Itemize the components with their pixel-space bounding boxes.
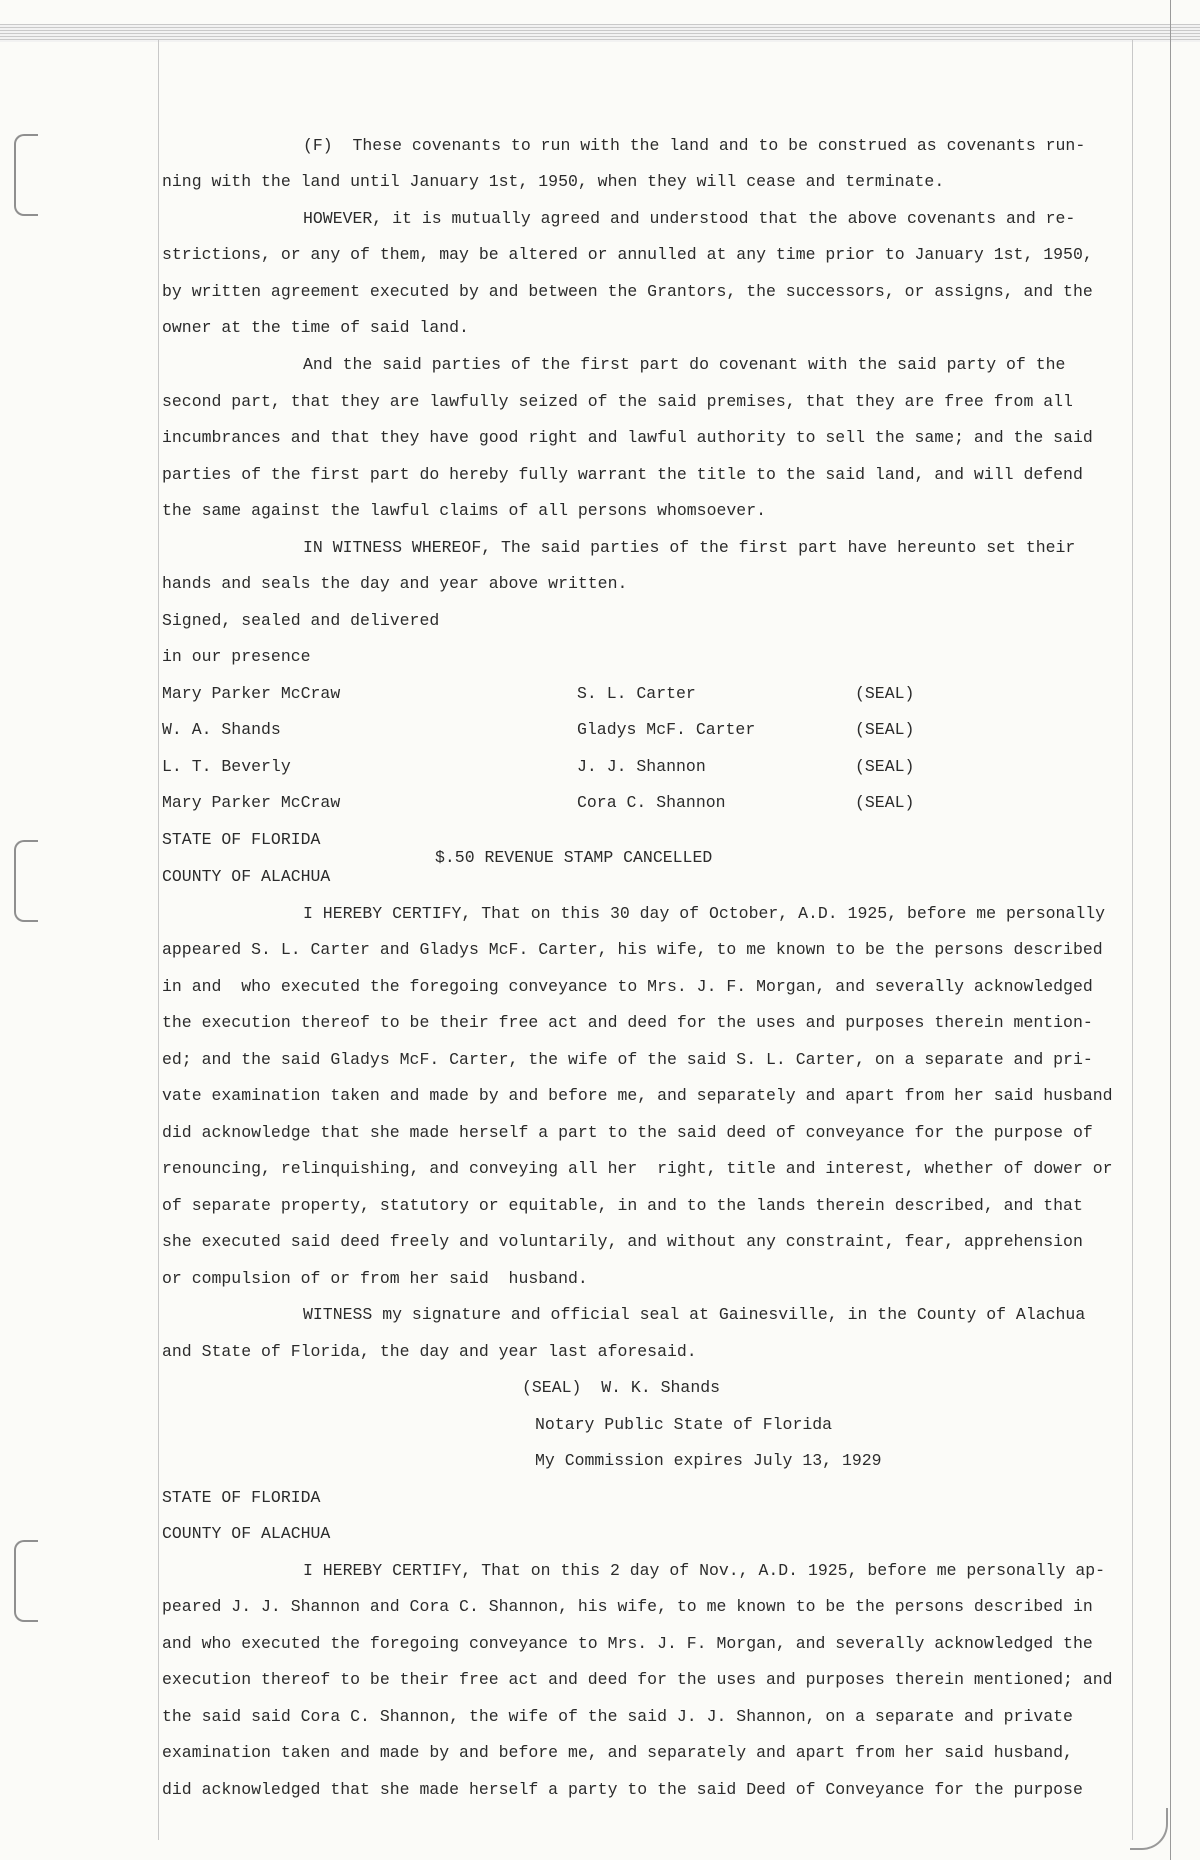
paragraph-covenant-line: And the said parties of the first part do covenant with the said party of the <box>303 355 1066 374</box>
notary-signature: (SEAL) W. K. Shands <box>522 1378 721 1397</box>
paragraph-covenant-line: incumbrances and that they have good right and lawful authority to sell the same; and the said <box>162 428 1093 447</box>
witness-signature: Mary Parker McCraw <box>162 684 341 703</box>
paragraph-f-line: (F) These covenants to run with the land and to be construed as covenants run- <box>303 136 1086 155</box>
notary-commission: My Commission expires July 13, 1929 <box>535 1451 882 1470</box>
left-margin-line <box>158 40 159 1840</box>
party-signature: S. L. Carter <box>577 684 696 703</box>
ack1-line: vate examination taken and made by and before me, and separately and apart from her said husband <box>162 1086 1113 1105</box>
right-margin-line <box>1132 40 1133 1840</box>
witness-signature: Mary Parker McCraw <box>162 793 341 812</box>
seal-label: (SEAL) <box>855 720 915 739</box>
seal-label: (SEAL) <box>855 684 915 703</box>
seal-label: (SEAL) <box>855 793 915 812</box>
paragraph-covenant-line: second part, that they are lawfully seized of the said premises, that they are free from all <box>162 392 1073 411</box>
witness-signature: L. T. Beverly <box>162 757 291 776</box>
ack1-witness-line: WITNESS my signature and official seal at Gainesville, in the County of Alachua <box>303 1305 1086 1324</box>
ack2-line: the said said Cora C. Shannon, the wife of the said J. J. Shannon, on a separate and private <box>162 1707 1073 1726</box>
ack2-line: and who executed the foregoing conveyance to Mrs. J. F. Morgan, and severally acknowledged the <box>162 1634 1093 1653</box>
revenue-stamp-note: $.50 REVENUE STAMP CANCELLED <box>435 848 713 867</box>
paragraph-f-line: ning with the land until January 1st, 1950, when they will cease and terminate. <box>162 172 945 191</box>
ack1-line: she executed said deed freely and voluntarily, and without any constraint, fear, apprehension <box>162 1232 1083 1251</box>
paragraph-however-line: strictions, or any of them, may be altered or annulled at any time prior to January 1st, 1950, <box>162 245 1093 264</box>
ack2-line: peared J. J. Shannon and Cora C. Shannon, his wife, to me known to be the persons described in <box>162 1597 1093 1616</box>
binder-mark-top <box>14 134 38 216</box>
notary-title: Notary Public State of Florida <box>535 1415 833 1434</box>
paragraph-however-line: owner at the time of said land. <box>162 318 469 337</box>
paragraph-covenant-line: the same against the lawful claims of all persons whomsoever. <box>162 501 766 520</box>
signed-header-line: Signed, sealed and delivered <box>162 611 440 630</box>
ack2-line: did acknowledged that she made herself a party to the said Deed of Conveyance for the purpose <box>162 1780 1083 1799</box>
page-edge-line <box>1170 0 1171 1860</box>
seal-label: (SEAL) <box>855 757 915 776</box>
ack1-line: the execution thereof to be their free act and deed for the uses and purposes therein mention- <box>162 1013 1093 1032</box>
ack2-line: examination taken and made by and before me, and separately and apart from her said husband, <box>162 1743 1073 1762</box>
binder-mark-bottom <box>14 1540 38 1622</box>
ack1-line: ed; and the said Gladys McF. Carter, the wife of the said S. L. Carter, on a separate and pri- <box>162 1050 1093 1069</box>
ack1-witness-line: and State of Florida, the day and year last aforesaid. <box>162 1342 697 1361</box>
ack2-line: execution thereof to be their free act and deed for the uses and purposes therein mentioned; and <box>162 1670 1113 1689</box>
ack1-line: or compulsion of or from her said husband. <box>162 1269 588 1288</box>
party-signature: Cora C. Shannon <box>577 793 726 812</box>
paragraph-however-line: HOWEVER, it is mutually agreed and understood that the above covenants and re- <box>303 209 1076 228</box>
ack1-line: appeared S. L. Carter and Gladys McF. Carter, his wife, to me known to be the persons described <box>162 940 1103 959</box>
party-signature: J. J. Shannon <box>577 757 706 776</box>
binder-mark-middle <box>14 840 38 922</box>
county-heading: COUNTY OF ALACHUA <box>162 1524 331 1543</box>
page-corner-curl <box>1130 1808 1168 1850</box>
party-signature: Gladys McF. Carter <box>577 720 756 739</box>
signed-header-line: in our presence <box>162 647 311 666</box>
ack2-line: I HEREBY CERTIFY, That on this 2 day of Nov., A.D. 1925, before me personally ap- <box>303 1561 1106 1580</box>
county-heading: COUNTY OF ALACHUA <box>162 867 331 886</box>
ack1-line: I HEREBY CERTIFY, That on this 30 day of October, A.D. 1925, before me personally <box>303 904 1106 923</box>
ack1-line: of separate property, statutory or equitable, in and to the lands therein described, and that <box>162 1196 1083 1215</box>
ack1-line: in and who executed the foregoing conveyance to Mrs. J. F. Morgan, and severally acknowledged <box>162 977 1093 996</box>
witness-signature: W. A. Shands <box>162 720 281 739</box>
paragraph-covenant-line: parties of the first part do hereby fully warrant the title to the said land, and will defend <box>162 465 1083 484</box>
ack1-line: renouncing, relinquishing, and conveying all her right, title and interest, whether of dower or <box>162 1159 1113 1178</box>
ack1-line: did acknowledge that she made herself a part to the said deed of conveyance for the purpose of <box>162 1123 1093 1142</box>
paragraph-witness-line: hands and seals the day and year above written. <box>162 574 628 593</box>
top-rule <box>0 24 1200 42</box>
paragraph-witness-line: IN WITNESS WHEREOF, The said parties of the first part have hereunto set their <box>303 538 1076 557</box>
state-heading: STATE OF FLORIDA <box>162 1488 321 1507</box>
paragraph-however-line: by written agreement executed by and between the Grantors, the successors, or assigns, and the <box>162 282 1093 301</box>
state-heading: STATE OF FLORIDA <box>162 830 321 849</box>
